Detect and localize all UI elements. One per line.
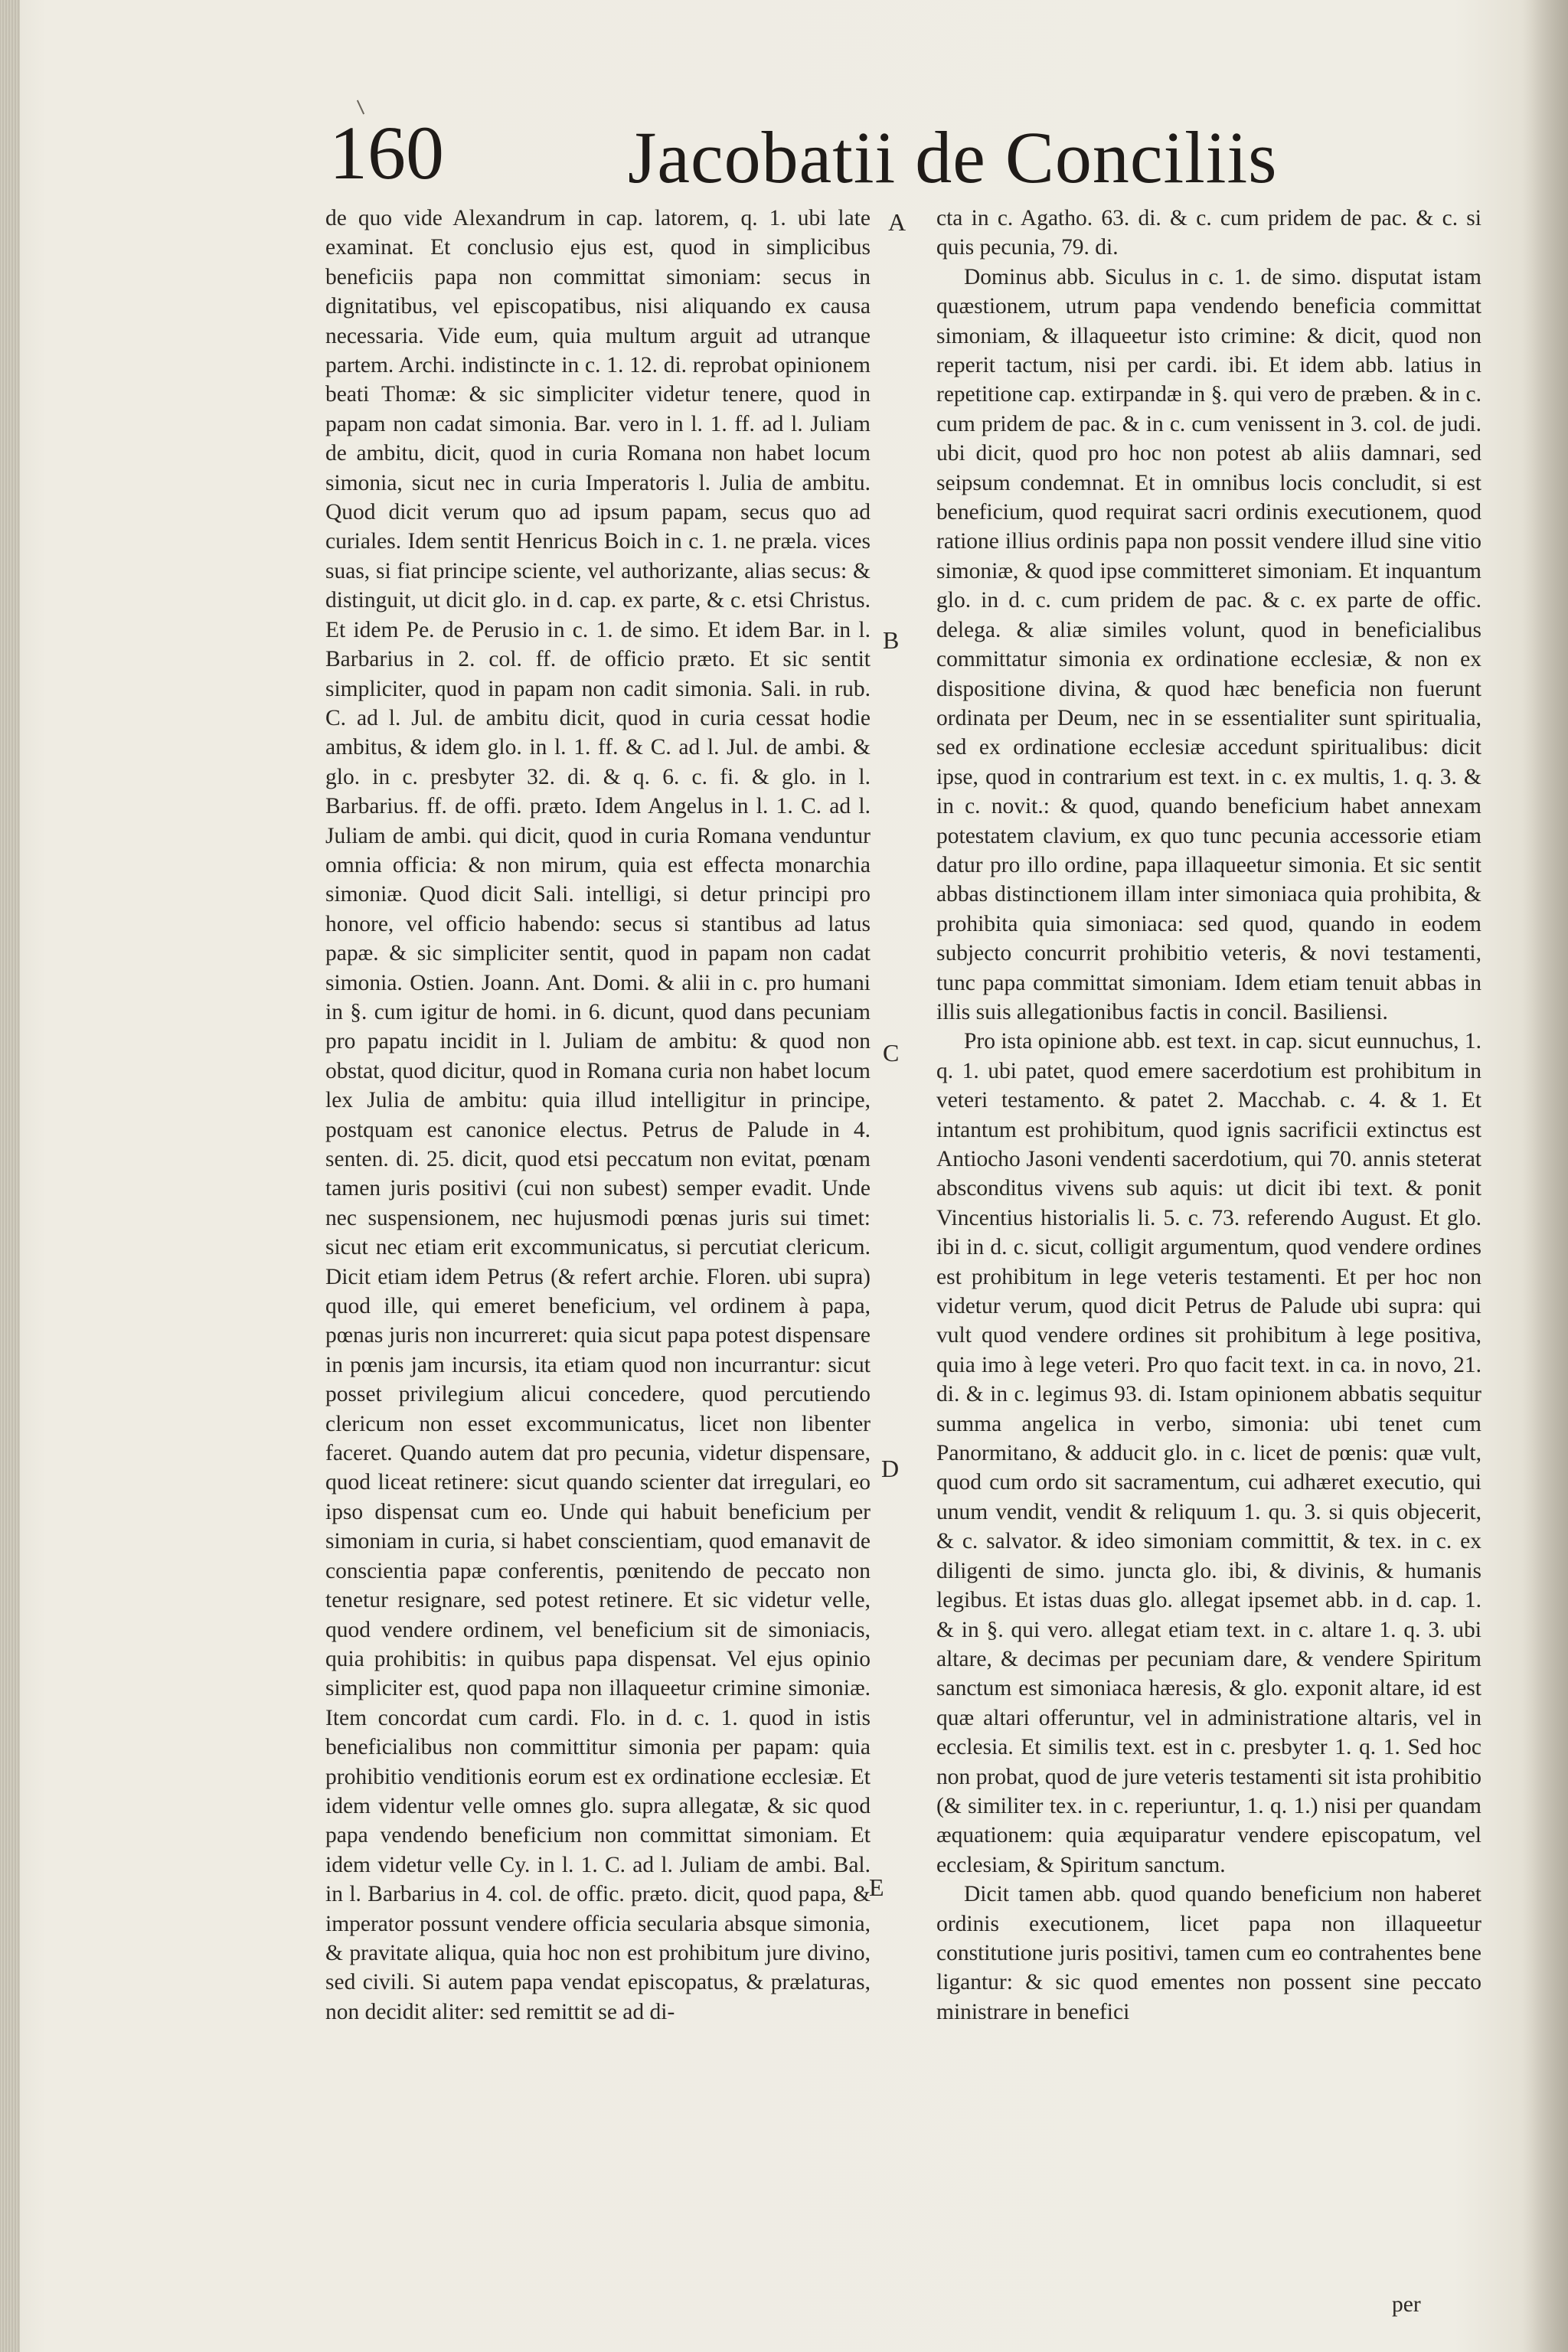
margin-marker-b: B [883,626,900,654]
margin-marker-a: A [888,208,906,236]
catchword: per [1392,2292,1421,2317]
left-paragraph: de quo vide Alexandrum in cap. latorem, q. 1. ubi late examinat. Et conclusio ejus est, quod in simplicibus beneficiis papa non committat simoniam: secus in dignitatibus, vel episcopatibus, nisi aliquando ex causa necessaria. Vide eum, quia multum arguit ad utranque partem. Archi. indistincte in c. 1. 12. di. reprobat opinionem beati Thomæ: & sic simpliciter videtur tenere, quod in papam non cadat simonia. Bar. vero in l. 1. ff. ad l. Juliam de ambitu, dicit, quod in curia Romana non habet locum simonia, sicut nec in curia Imperatoris l. Julia de ambitu. Quod dicit verum quo ad ipsum papam, secus quo ad curiales. Idem sentit Henricus Boich in c. 1. ne præla. vices suas, si fiat principe sciente, vel authorizante, alias secus: & distinguit, ut dicit glo. in d. cap. ex parte, & c. etsi Christus. Et idem Pe. de Perusio in c. 1. de simo. Et idem Bar. in l. Barbarius in 2. col. ff. de officio præto. Et sic sentit simpliciter, quod in papam non cadit simonia. Sali. in rub. C. ad l. Jul. de ambitu dicit, quod in curia cessat hodie ambitus, & idem glo. in l. 1. ff. & C. ad l. Jul. de ambi. & glo. in c. presbyter 32. di. & q. 6. c. fi. & glo. in l. Barbarius. ff. de offi. præto. Idem Angelus in l. 1. C. ad l. Juliam de ambi. qui dicit, quod in curia Romana venduntur omnia officia: & non mirum, quia est effecta monarchia simoniæ. Quod dicit Sali. intelligi, si detur principi pro honore, vel officio habendo: secus si stantibus ad latus papæ. & sic simpliciter sentit, quod in papam non cadat simonia. Ostien. Joann. Ant. Domi. & alii in c. pro humani in §. cum igitur de homi. in 6. dicunt, quod dans pecuniam pro papatu incidit in l. Juliam de ambitu: & quod non obstat, quod dicitur, quod in Romana curia non habet locum lex Julia de ambitu: quia illud intelligitur in principe, postquam est canonice electus. Petrus de Palude in 4. senten. di. 25. dicit, quod etsi peccatum non evitat, pœnam tamen juris positivi (cui non subest) semper evadit. Unde nec suspensionem, nec hujusmodi pœnas juris sui timet: sicut nec etiam erit excommunicatus, si percutiat clericum. Dicit etiam idem Petrus (& refert archie. Floren. ubi supra) quod ille, qui emeret beneficium, vel ordinem à papa, pœnas juris non incurreret: quia sicut papa potest dispensare in pœnis jam incursis, ita etiam quod non incurrantur: sicut posset privilegium alicui concedere, quod percutiendo clericum non esset excommunicatus, licet non libenter faceret. Quando autem dat pro pecunia, videtur dispensare, quod liceat retinere: sicut quando scienter dat irregulari, eo ipso dispensat cum eo. Unde qui habuit beneficium per simoniam in curia, si habet conscientiam, quod emanavit de conscientia papæ conferentis, pœnitendo de peccato non tenetur resignare, sed potest retinere. Et sic videtur velle, quod vendere ordinem, vel beneficium sit de simoniacis, quia prohibitis: in quibus papa dispensat. Vel ejus opinio simpliciter est, quod papa non illaqueetur crimine simoniæ. Item concordat cum cardi. Flo. in d. c. 1. quod in istis beneficialibus non committitur simonia per papam: quia prohibitio venditionis eorum est ex ordinatione ecclesiæ. Et idem videntur velle omnes glo. supra allegatæ, & sic quod papa vendendo beneficium non committat simoniam. Et idem videtur velle Cy. in l. 1. C. ad l. Juliam de ambi. Bal. in l. Barbarius in 4. col. de offic. præto. dicit, quod papa, & imperator possunt vendere officia secularia absque simonia, & pravitate aliqua, quia hoc non est prohibitum jure divino, sed civili. Si autem papa vendat episcopatus, & prælaturas, non decidit aliter: sed remittit se ad di- [325,206,871,2024]
right-paragraph: cta in c. Agatho. 63. di. & c. cum pridem de pac. & c. si quis pecunia, 79. di. [936,206,1481,260]
margin-marker-e: E [869,1873,884,1901]
margin-marker-c: C [883,1039,900,1067]
margin-marker-d: D [881,1455,900,1482]
right-paragraph: Pro ista opinione abb. est text. in cap. sicut eunnuchus, 1. q. 1. ubi patet, quod emere sacerdotium est prohibitum in veteri testamento. & patet 2. Macchab. c. 4. & 1. Et intantum est prohibitum, quod ignis sacrificii extinctus est Antiocho Jasoni vendenti sacerdotium, qui 70. annis steterat absconditus vivens sub aquis: ut dicit ibi text. & ponit Vincentius historialis li. 5. c. 73. referendo August. Et glo. ibi in d. c. sicut, colligit argumentum, quod vendere ordines est prohibitum in lege veteris testamenti. Et per hoc non videtur verum, quod dicit Petrus de Palude ubi supra: qui vult quod vendere ordines sit prohibitum à lege positiva, quia imo à lege veteri. Pro quo facit text. in ca. in novo, 21. di. & in c. legimus 93. di. Istam opinionem abbatis sequitur summa angelica in verbo, simonia: ubi tenet cum Panormitano, & adducit glo. in c. licet de pœnis: quæ vult, quod cum ordo sit sacramentum, cui adhæret executio, qui unum vendit, vendit & reliquum 1. qu. 3. si quis objecerit, & c. salvator. & ideo simoniam committit, & tex. in c. ex diligenti de simo. juncta glo. ibi, & divinis, & humanis legibus. Et istas duas glo. allegat ipsemet abb. in d. cap. 1. & in §. qui vero. allegat etiam text. in c. altare 1. q. 3. ubi altare, & decimas per pecuniam dare, & vendere Spiritum sanctum est simoniaca hæresis, & glo. exponit altare, id est quæ altari offeruntur, vel in administratione altaris, vel in ecclesia. Et similis text. est in c. presbyter 1. q. 1. Sed hoc non probat, quod de jure veteris testamenti sit ista prohibitio (& similiter tex. in c. reperiuntur, 1. q. 1.) nisi per quandam æquationem: quia æquiparatur vendere episcopatum, vel ecclesiam, & Spiritum sanctum. [936,1029,1481,1877]
page-stack-edge [0,0,20,2352]
running-title: Jacobatii de Conciliis [628,116,1278,198]
gutter-shadow [1522,0,1568,2352]
right-paragraph: Dominus abb. Siculus in c. 1. de simo. disputat istam quæstionem, utrum papa vendendo beneficia committat simoniam, & illaqueetur isto crimine: & dicit, quod non reperit tactum, nisi per cardi. ibi. Et idem abb. latius in repetitione cap. extirpandæ in §. qui vero de præben. & in c. cum pridem de pac. & in c. cum venissent in 3. col. de judi. ubi dicit, quod pro hoc non potest ab aliis damnari, sed seipsum condemnat. Et in omnibus locis concludit, si est beneficium, quod requirat sacri ordinis executionem, quod ratione illius ordinis papa non possit vendere illud sine vitio simoniæ, & quod ipse committeret simoniam. Et inquantum glo. in d. c. cum pridem de pac. & c. ex parte de offic. delega. & aliæ similes volunt, quod in beneficialibus committatur simonia ex ordinatione ecclesiæ, & non ex dispositione divina, & quod hæc beneficia non fuerunt ordinata per Deum, nec in se essentialiter sunt spiritualia, sed ex ordinatione ecclesiæ accedunt spiritualibus: dicit ipse, quod in contrarium est text. in c. ex multis, 1. q. 3. & in c. novit.: & quod, quando beneficium habet annexam potestatem clavium, ex quo tunc pecunia accessorie etiam datur pro illo ordine, papa illaqueetur simonia. Et sic sentit abbas distinctionem illam inter simoniaca quia prohibita, & prohibita quia simoniaca: sed quod, quando in eodem subjecto concurrit prohibitio veteris, & novi testamenti, tunc papa committat simoniam. Idem etiam tenuit abbas in illis suis allegationibus factis in concil. Basiliensi. [936,264,1481,1024]
page-number: 160 [329,110,444,195]
right-paragraph: Dicit tamen abb. quod quando beneficium non haberet ordinis executionem, licet papa non illaqueetur constitutione juris positivi, tamen cum eo contrahentes bene ligantur: & sic quod ementes non possent sine peccato ministrare in benefici [936,1882,1481,2024]
left-column [325,204,871,2027]
right-column [936,204,1481,2027]
